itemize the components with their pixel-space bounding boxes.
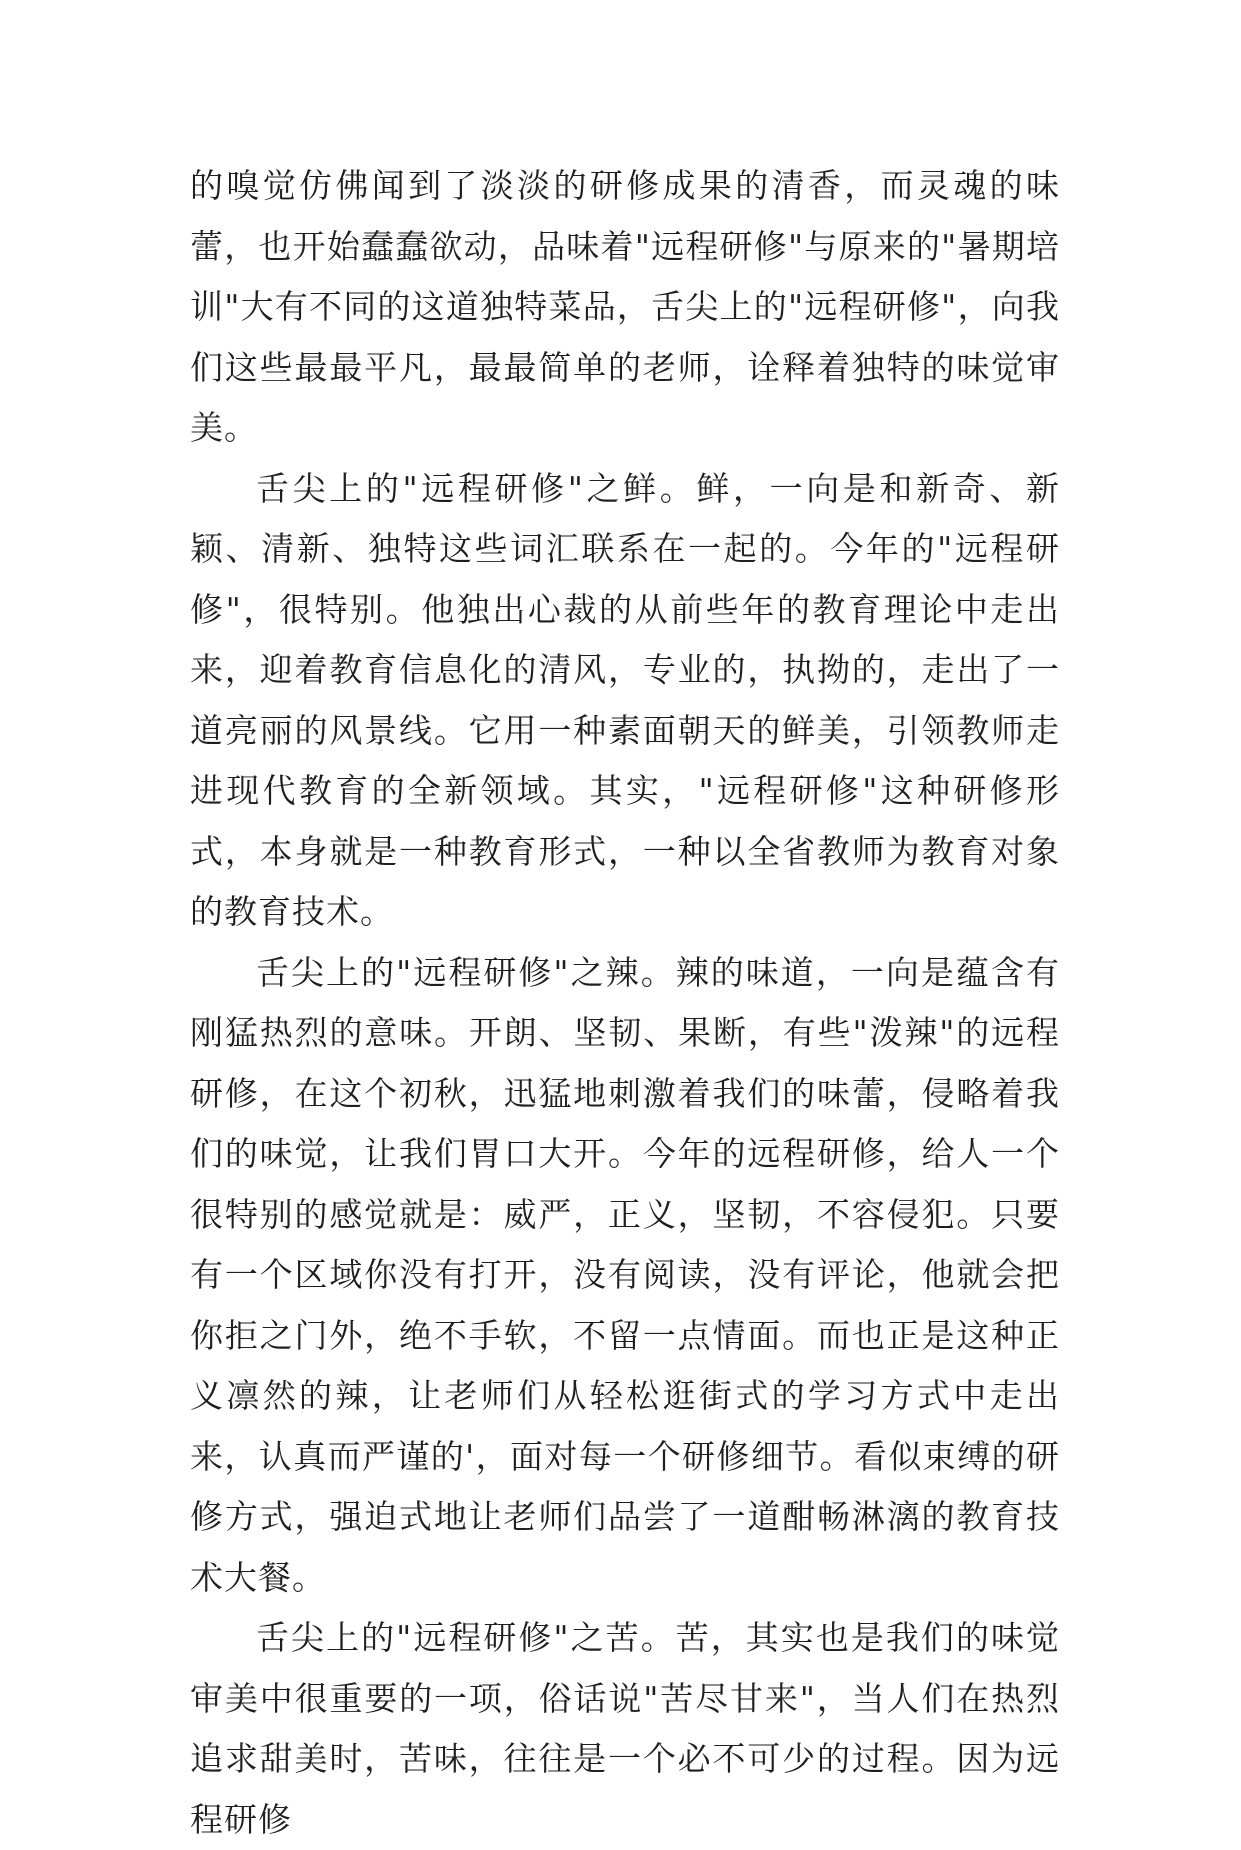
document-body xyxy=(190,156,1060,1850)
paragraph-fresh: 舌尖上的"远程研修"之鲜。鲜，一向是和新奇、新颖、清新、独特这些词汇联系在一起的。今年的"远程研修"，很特别。他独出心裁的从前些年的教育理论中走出来，迎着教育信息化的清风，专业的，执拗的，走出了一道亮丽的风景线。它用一种素面朝天的鲜美，引领教师走进现代教育的全新领域。其实，"远程研修"这种研修形式，本身就是一种教育形式，一种以全省教师为教育对象的教育技术。 xyxy=(190,468,1060,931)
paragraph-continuation: 的嗅觉仿佛闻到了淡淡的研修成果的清香，而灵魂的味蕾，也开始蠢蠢欲动，品味着"远程研修"与原来的"暑期培训"大有不同的这道独特菜品，舌尖上的"远程研修"，向我们这些最最平凡，最最简单的老师，诠释着独特的味觉审美。 xyxy=(190,166,1060,447)
paragraph-bitter: 舌尖上的"远程研修"之苦。苦，其实也是我们的味觉审美中很重要的一项，俗话说"苦尽甘来"，当人们在热烈追求甜美时，苦味，往往是一个必不可少的过程。因为远程研修 xyxy=(190,1618,1060,1839)
paragraph-spicy: 舌尖上的"远程研修"之辣。辣的味道，一向是蕴含有刚猛热烈的意味。开朗、坚韧、果断，有些"泼辣"的远程研修，在这个初秋，迅猛地刺激着我们的味蕾，侵略着我们的味觉，让我们胃口大开。今年的远程研修，给人一个很特别的感觉就是：威严，正义，坚韧，不容侵犯。只要有一个区域你没有打开，没有阅读，没有评论，他就会把你拒之门外，绝不手软，不留一点情面。而也正是这种正义凛然的辣，让老师们从轻松逛街式的学习方式中走出来，认真而严谨的'，面对每一个研修细节。看似束缚的研修方式，强迫式地让老师们品尝了一道酣畅淋漓的教育技术大餐。 xyxy=(190,952,1060,1597)
